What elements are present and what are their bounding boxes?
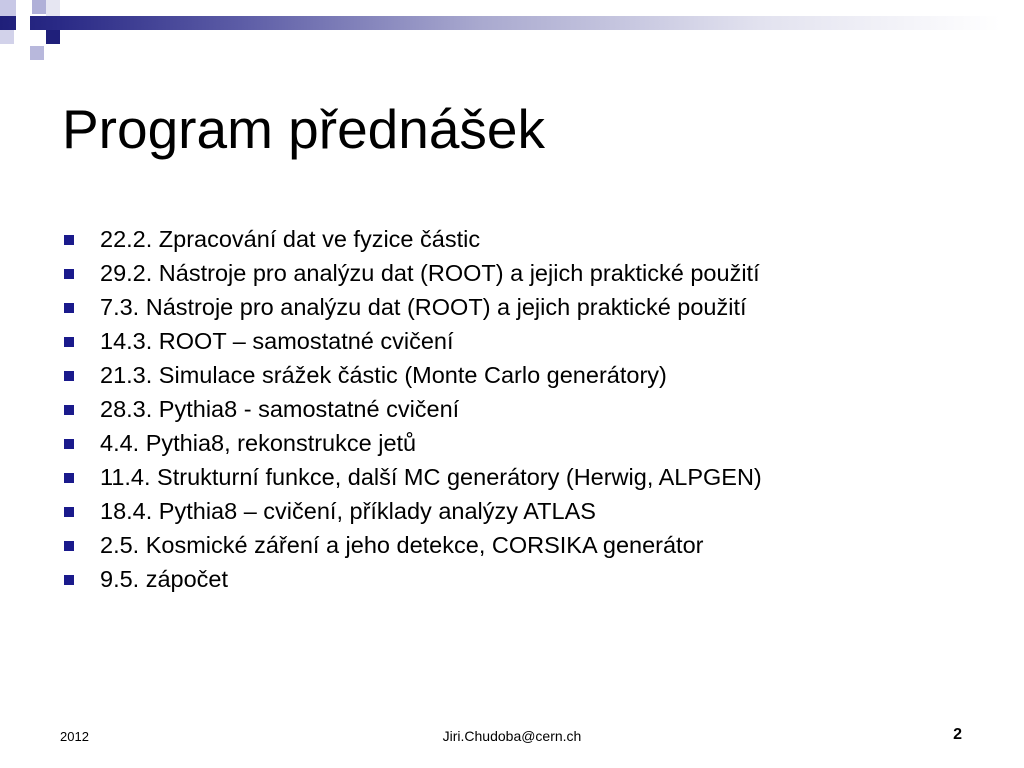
square-bullet-icon	[64, 337, 74, 347]
decor-square	[46, 30, 60, 44]
list-item	[64, 324, 762, 358]
list-item	[64, 494, 762, 528]
list-item-text: 14.3. ROOT – samostatné cvičení	[100, 328, 454, 354]
decor-square	[46, 0, 60, 16]
square-bullet-icon	[64, 371, 74, 381]
list-item	[64, 528, 762, 562]
list-item-text: 9.5. zápočet	[100, 566, 229, 592]
square-bullet-icon	[64, 473, 74, 483]
list-item-text: 22.2. Zpracování dat ve fyzice částic	[100, 226, 481, 252]
list-item	[64, 392, 762, 426]
square-bullet-icon	[64, 575, 74, 585]
list-item-text: 11.4. Strukturní funkce, další MC generátory (Herwig, ALPGEN)	[100, 464, 762, 490]
decor-square	[0, 30, 14, 44]
decor-square	[30, 46, 44, 60]
footer-year: 2012	[60, 729, 89, 744]
decor-square	[32, 0, 46, 14]
square-bullet-icon	[64, 405, 74, 415]
decor-square	[30, 30, 46, 46]
square-bullet-icon	[64, 439, 74, 449]
list-item-text: 28.3. Pythia8 - samostatné cvičení	[100, 396, 460, 422]
list-item-text: 21.3. Simulace srážek částic (Monte Carlo generátory)	[100, 362, 667, 388]
list-item-text: 29.2. Nástroje pro analýzu dat (ROOT) a jejich praktické použití	[100, 260, 760, 286]
list-item-text: 4.4. Pythia8, rekonstrukce jetů	[100, 430, 417, 456]
list-item	[64, 222, 762, 256]
decor-square	[0, 0, 16, 16]
list-item	[64, 256, 762, 290]
square-bullet-icon	[64, 269, 74, 279]
list-item	[64, 562, 762, 596]
header-gradient-bar	[0, 16, 1024, 30]
footer-email: Jiri.Chudoba@cern.ch	[442, 728, 582, 744]
lecture-schedule-list	[64, 222, 762, 596]
list-item	[64, 460, 762, 494]
decor-square	[16, 16, 30, 30]
square-bullet-icon	[64, 235, 74, 245]
square-bullet-icon	[64, 541, 74, 551]
list-item-text: 2.5. Kosmické záření a jeho detekce, CORSIKA generátor	[100, 532, 704, 558]
list-item	[64, 358, 762, 392]
list-item-text: 7.3. Nástroje pro analýzu dat (ROOT) a jejich praktické použití	[100, 294, 747, 320]
list-item-text: 18.4. Pythia8 – cvičení, příklady analýzy ATLAS	[100, 498, 596, 524]
square-bullet-icon	[64, 507, 74, 517]
slide-number: 2	[953, 726, 962, 743]
list-item	[64, 426, 762, 460]
slide-title: Program přednášek	[62, 98, 546, 160]
list-item	[64, 290, 762, 324]
square-bullet-icon	[64, 303, 74, 313]
